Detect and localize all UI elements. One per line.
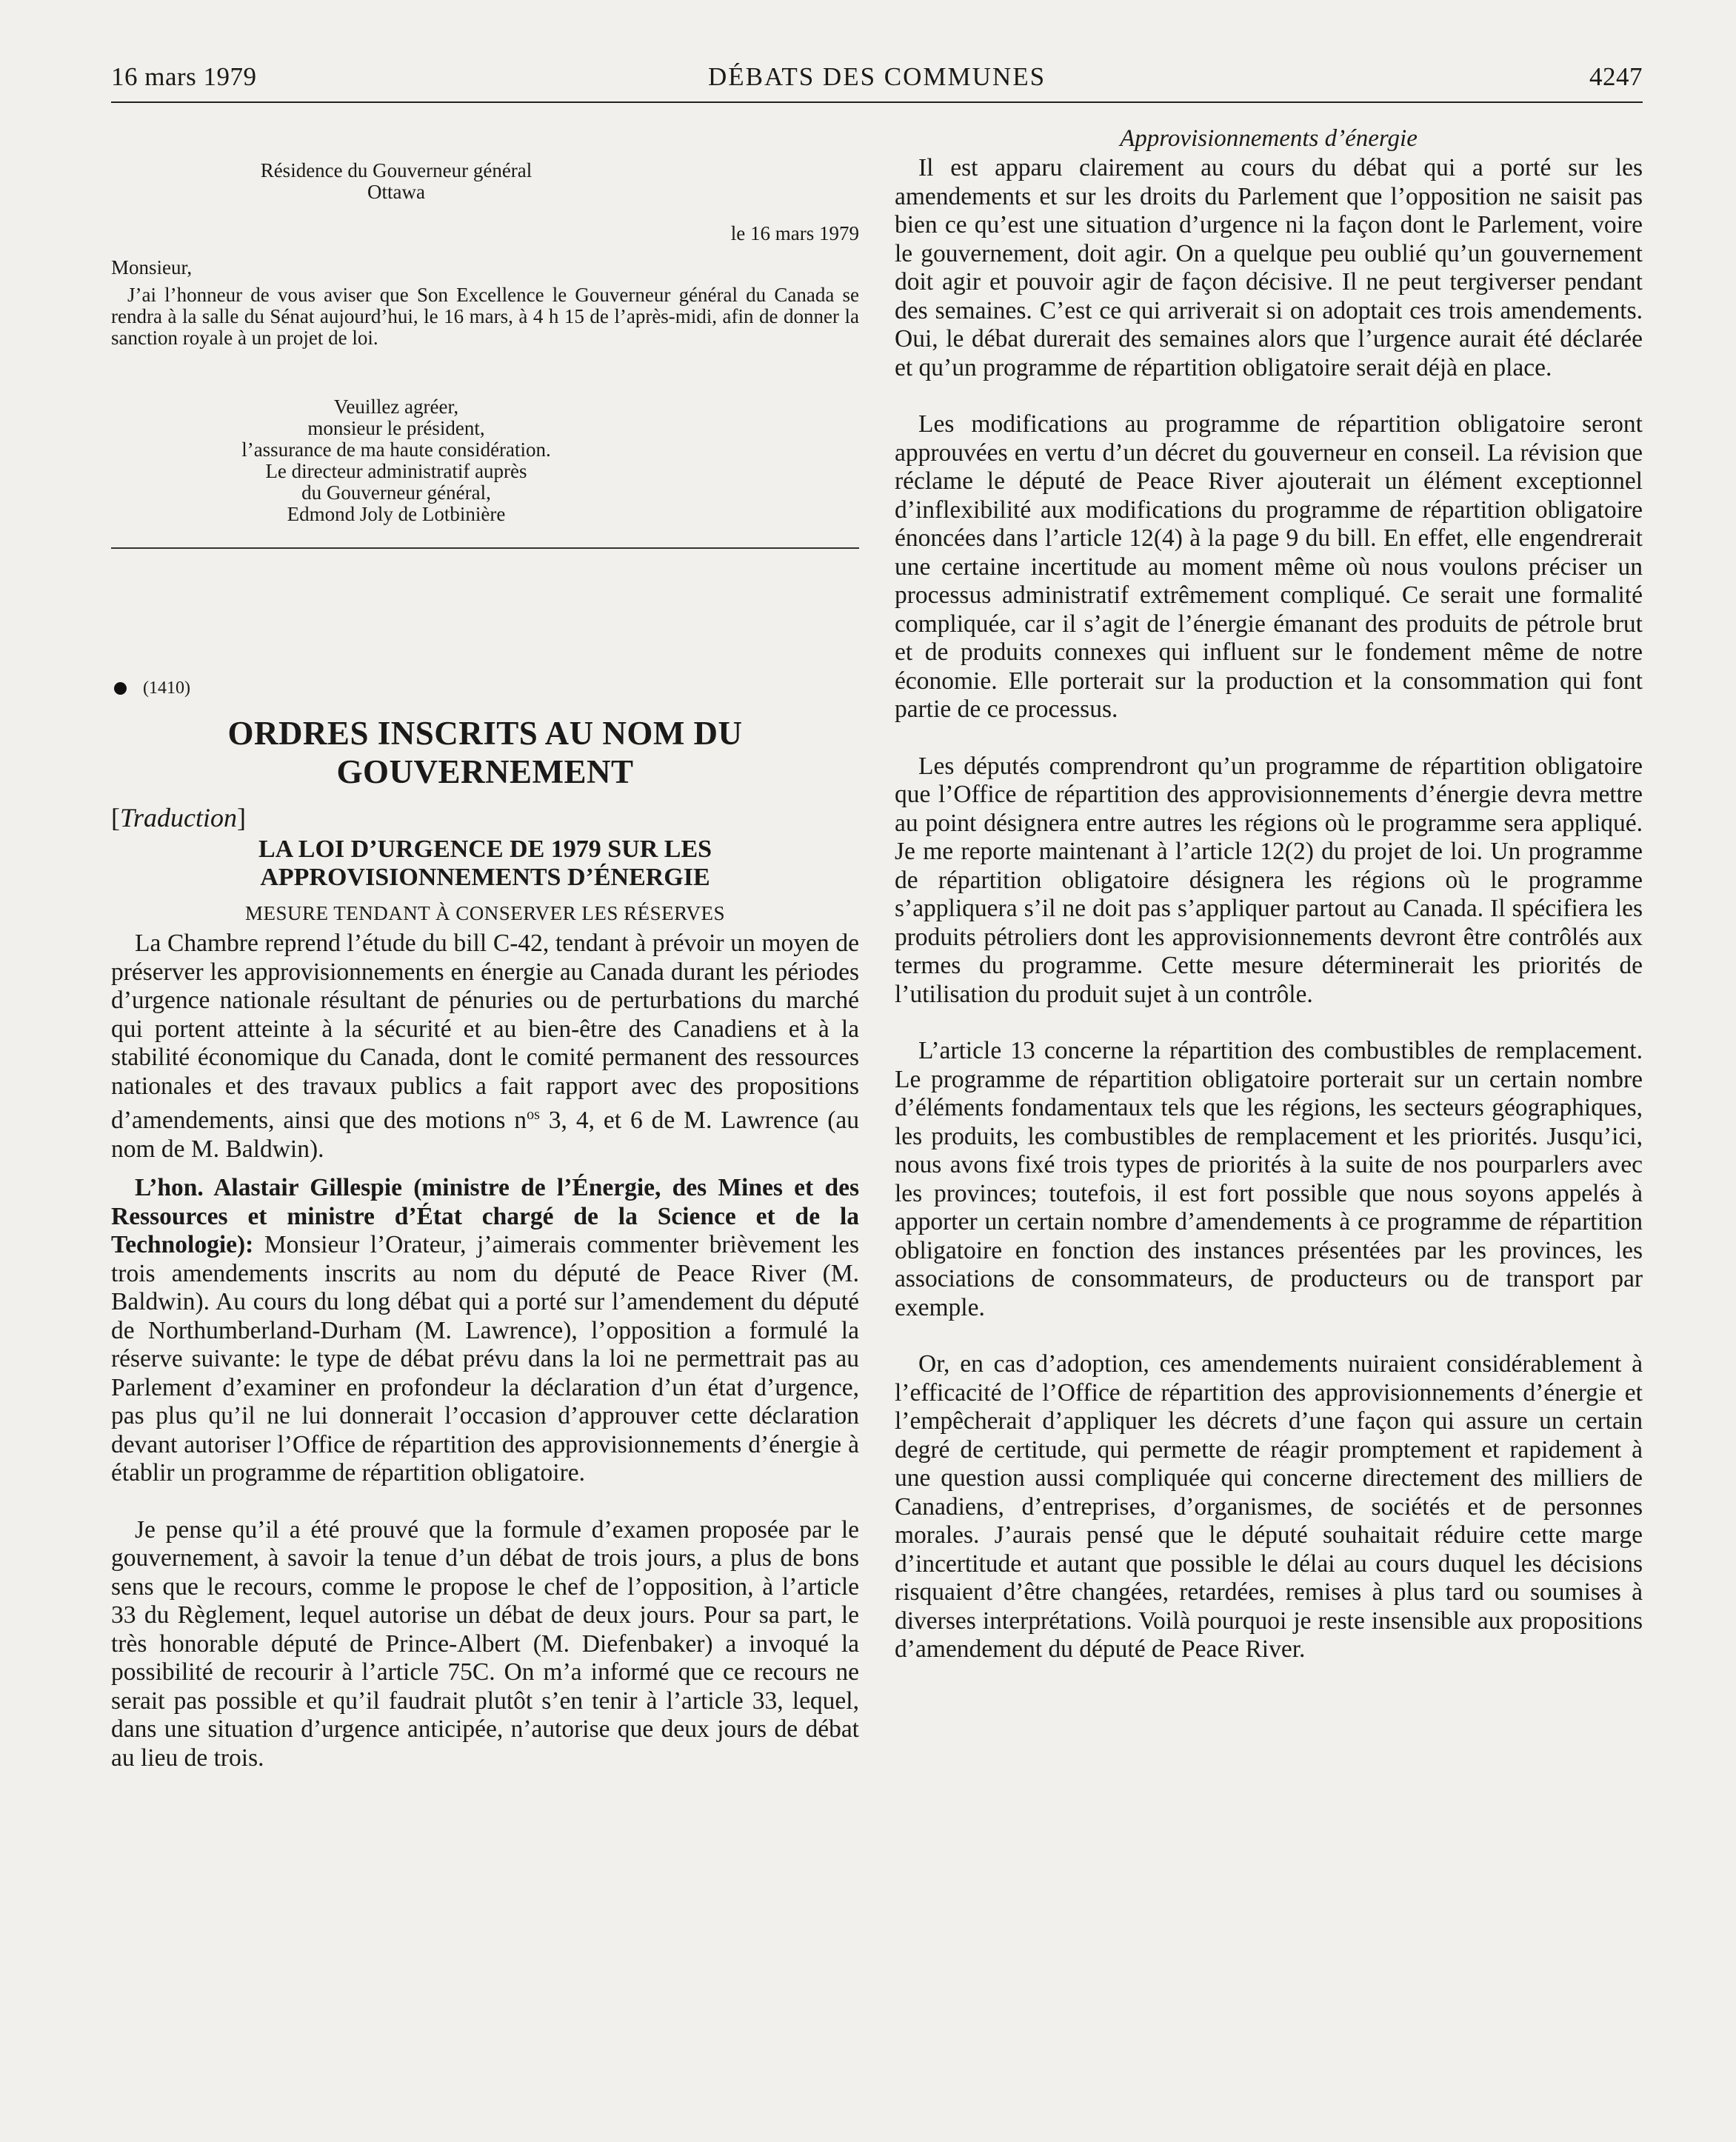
paragraph: L’article 13 concerne la répartition des combustibles de remplacement. Le programme de répartition obligatoire porterait sur un certain nombre d’éléments fondamentaux tels que les régions, les secteurs géographiques, les produits, les combustibles de remplacement et les priorités. Jusqu’ici, nous avons fixé trois types de priorités à la suite de nos pourparlers avec les provinces; toutefois, il est fort possible que nous soyons appelés à apporter un certain nombre d’amendements à ce programme de répartition obligatoire en fonction des instances présentées par les provinces, les associations de consommateurs, de producteurs ou de transport par exemple. (895, 1037, 1643, 1321)
header-rule (111, 101, 1643, 103)
paragraph: Or, en cas d’adoption, ces amendements nuiraient considérablement à l’efficacité de l’Office de répartition des approvisionnements d’énergie et l’empêcherait d’appliquer les décrets d’une façon qui assure un certain degré de certitude, qui permette de réagir promptement et rapidement à une question aussi compliquée qui concerne directement des milliers de Canadiens, d’entreprises, d’organismes, de sociétés et de personnes morales. J’aurais pensé que le député souhaitait réduire cette marge d’incertitude et autant que possible le délai au cours duquel les décisions risquaient d’être changées, retardées, remises à plus tard ou soumises à diverses interprétations. Voilà pourquoi je reste insensible aux propositions d’amendement du député de Peace River. (895, 1350, 1643, 1663)
letter-date: le 16 mars 1979 (730, 222, 859, 244)
paragraph (111, 930, 859, 1164)
paragraph: Les modifications au programme de répartition obligatoire seront approuvées en vertu d’un décret du gouverneur en conseil. La révision que réclame le député de Peace River ajouterait un élément exceptionnel d’inflexibilité aux modifications du programme de répartition obligatoire énoncées dans l’article 12(4) à la page 9 du bill. En effet, elle engendrerait une certaine incertitude au moment même où nous voulons préciser un processus administratif extrêmement compliqué. Ce serait une formalité compliquée, car il s’agit de l’énergie émanant des produits de pétrole brut et de produits connexes qui influent sur le fondement même de notre économie. Elle porterait sur la production et la consommation qui font partie de ce processus. (895, 410, 1643, 723)
letter-divider (111, 547, 859, 549)
letter-body: J’ai l’honneur de vous aviser que Son Excellence le Gouverneur général du Canada se rendra à la salle du Sénat aujourd’hui, le 16 mars, à 4 h 15 de l’après-midi, afin de donner la sanction royale à un projet de loi. (111, 284, 859, 349)
section-title (111, 714, 859, 791)
letter-closing-line: Veuillez agréer, (333, 396, 459, 418)
paragraph: Il est apparu clairement au cours du débat qui a porté sur les amendements et sur les droits du Parlement que l’opposition ne saisit pas bien ce qu’est une situation d’urgence ni la façon dont le Parlement, voire le gouvernement, doit agir. On a quelque peu oublié qu’un gouvernement doit agir et pouvoir agir de façon décisive. Il ne peut tergiverser pendant des semaines. C’est ce qui arriverait si on adoptait ces trois amendements. Oui, le débat durerait des semaines alors que l’urgence aurait été déclarée et qu’un programme de répartition obligatoire serait déjà en place. (895, 154, 1643, 381)
bill-title-line: APPROVISIONNEMENTS D’ÉNERGIE (260, 864, 710, 891)
royal-assent-letter (111, 160, 859, 549)
page-header (111, 62, 1643, 99)
time-marker-text: (1410) (143, 678, 190, 698)
superscript: os (527, 1107, 540, 1123)
letter-address (222, 160, 570, 203)
bill-title-line: LA LOI D’URGENCE DE 1979 SUR LES (258, 835, 712, 863)
speaker-name: L’hon. Alastair Gillespie (ministre de l’Énergie, des Mines et des Ressources et ministre d’État chargé de la Science et de la Technologie): (111, 1174, 859, 1259)
section-title-line: GOUVERNEMENT (336, 753, 634, 790)
translation-note: [Traduction] (111, 803, 247, 833)
header-date: 16 mars 1979 (111, 62, 257, 91)
letter-address-line: Ottawa (367, 181, 425, 203)
letter-closing-line: monsieur le président, (307, 417, 485, 439)
letter-signature: Edmond Joly de Lotbinière (287, 503, 506, 525)
letter-closing-line: Le directeur administratif auprès (265, 460, 527, 482)
letter-closing-line: l’assurance de ma haute considération. (241, 438, 551, 461)
paragraph: Les députés comprendront qu’un programme de répartition obligatoire que l’Office de répartition des approvisionnements d’énergie devra mettre au point désignera entre autres les régions où le programme sera appliqué. Je me reporte maintenant à l’article 12(2) du projet de loi. Un programme de répartition obligatoire désignera les régions où le programme s’appliquera s’il ne doit pas s’appliquer partout au Canada. Il spécifiera les produits pétroliers dont les approvisionnements devront être contrôlés aux termes du programme. Cette mesure déterminerait les priorités de l’utilisation du produit sujet à un contrôle. (895, 752, 1643, 1008)
column-heading: Approvisionnements d’énergie (1120, 125, 1418, 152)
time-marker (111, 678, 859, 698)
paragraph-text: La Chambre reprend l’étude du bill C-42, tendant à prévoir un moyen de préserver les approvisionnements en énergie au Canada durant les périodes d’urgence nationale résultant de pénuries ou de perturbations du marché qui portent atteinte à la sécurité et au bien-être des Canadiens et à la stabilité économique du Canada, dont le comité permanent des ressources nationales et des travaux publics a fait rapport avec des propositions d’amendements, ainsi que des motions n (111, 930, 859, 1135)
bill-title (111, 835, 859, 892)
page-number: 4247 (1589, 62, 1643, 91)
paragraph: Je pense qu’il a été prouvé que la formule d’examen proposée par le gouvernement, à savoir la tenue d’un débat de trois jours, a plus de bons sens que le recours, comme le propose le chef de l’opposition, à l’article 33 du Règlement, lequel autorise un débat de deux jours. Pour sa part, le très honorable député de Prince-Albert (M. Diefenbaker) a invoqué la possibilité de recourir à l’article 75C. On m’a informé que ce recours ne serait pas possible et qu’il faudrait plutôt s’en tenir à l’article 33, lequel, dans une situation d’urgence anticipée, n’autorise que deux jours de débat au lieu de trois. (111, 1515, 859, 1772)
letter-address-line: Résidence du Gouverneur général (260, 159, 533, 181)
bill-subheading: MESURE TENDANT À CONSERVER LES RÉSERVES (245, 902, 725, 924)
paragraph-text: 3, 4, et 6 de M. Lawrence (au nom de M. Baldwin). (111, 1107, 859, 1163)
letter-closing-line: du Gouverneur général, (301, 481, 491, 504)
bullet-icon (114, 682, 127, 695)
left-column (111, 119, 859, 1772)
speech-paragraph (111, 1174, 859, 1488)
letter-salutation: Monsieur, (111, 256, 193, 278)
right-column (895, 119, 1643, 1664)
translation-label: Traduction (120, 803, 238, 833)
section-title-line: ORDRES INSCRITS AU NOM DU (227, 715, 743, 752)
speech-text: Monsieur l’Orateur, j’aimerais commenter brièvement les trois amendements inscrits au nom du député de Peace River (M. Baldwin). Au cours du long débat qui a porté sur l’amendement du député de Northumberland-Durham (M. Lawrence), l’opposition a formulé la réserve suivante: le type de débat prévu dans la loi ne permettrait pas au Parlement d’examiner en profondeur la déclaration d’un état d’urgence, pas plus qu’il ne lui donnerait l’occasion d’approuver cette déclaration devant autoriser l’Office de répartition des approvisionnements d’énergie à établir un programme de répartition obligatoire. (111, 1231, 859, 1487)
letter-closing (222, 396, 570, 525)
publication-title: DÉBATS DES COMMUNES (707, 62, 1046, 91)
